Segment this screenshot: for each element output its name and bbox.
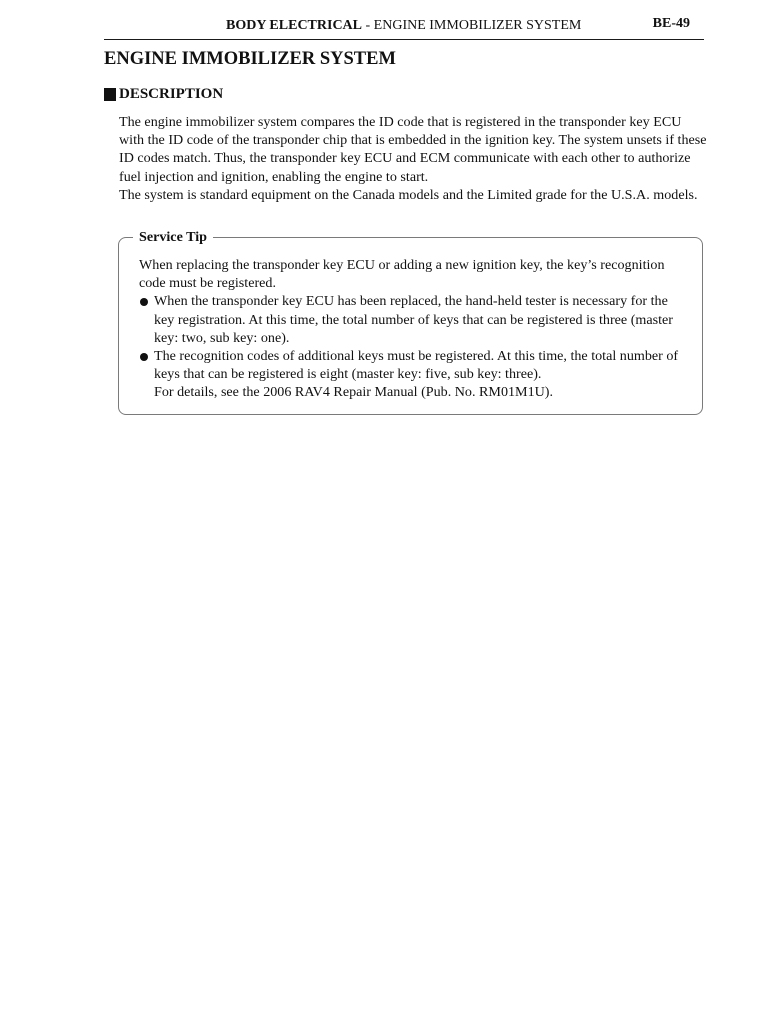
description-heading bbox=[104, 86, 223, 103]
header-section-title bbox=[226, 18, 581, 34]
description-heading-label: DESCRIPTION bbox=[119, 86, 224, 102]
service-tip-intro: When replacing the transponder key ECU or adding a new ignition key, the key’s recognition code must be registered. bbox=[139, 257, 665, 292]
list-item-text: When the transponder key ECU has been replaced, the hand-held tester is necessary for the key registration. At this time, the total number of keys that can be registered is three (master key: two, sub key: one). bbox=[154, 293, 673, 346]
description-paragraph: The system is standard equipment on the Canada models and the Limited grade for the U.S.A. models. bbox=[119, 186, 698, 203]
list-item-text: The recognition codes of additional keys must be registered. At this time, the total number of keys that can be registered is eight (master key: five, sub key: three). bbox=[154, 348, 679, 383]
service-tip-box bbox=[118, 229, 703, 415]
page-title: ENGINE IMMOBILIZER SYSTEM bbox=[104, 49, 396, 69]
header-section-rest: - ENGINE IMMOBILIZER SYSTEM bbox=[362, 18, 582, 33]
description-body bbox=[119, 113, 709, 204]
service-tip-title: Service Tip bbox=[133, 228, 213, 246]
service-tip-list bbox=[139, 292, 691, 401]
list-item bbox=[139, 347, 691, 402]
list-item bbox=[139, 292, 691, 347]
square-bullet-icon bbox=[104, 88, 116, 101]
running-header bbox=[104, 15, 704, 40]
description-paragraph: The engine immobilizer system compares the ID code that is registered in the transponder key ECU with the ID code of the transponder chip that is embedded in the ignition key. The system unsets if these ID codes match. Thus, the transponder key ECU and ECM communicate with each other to authorize fuel injection and ignition, enabling the engine to start. bbox=[119, 114, 707, 185]
header-section-strong: BODY ELECTRICAL bbox=[226, 18, 363, 33]
service-tip-content bbox=[139, 256, 691, 402]
page-number: BE-49 bbox=[652, 16, 690, 31]
bullet-dot-icon bbox=[140, 353, 148, 361]
list-item-note: For details, see the 2006 RAV4 Repair Manual (Pub. No. RM01M1U). bbox=[154, 384, 554, 401]
bullet-dot-icon bbox=[140, 298, 148, 306]
